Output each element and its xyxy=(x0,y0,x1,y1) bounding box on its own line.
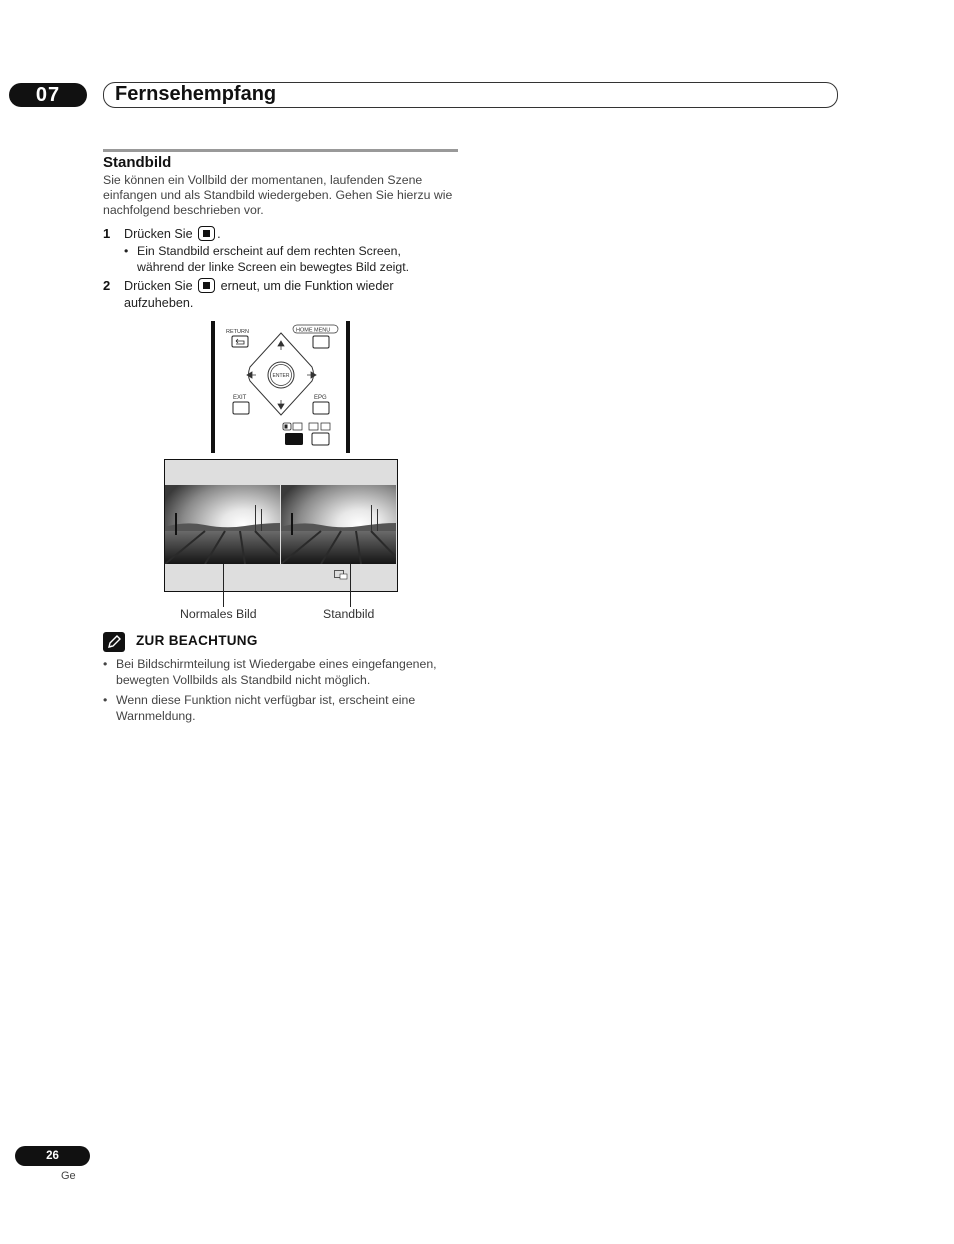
exit-label: EXIT xyxy=(233,395,247,401)
chapter-number-badge: 07 xyxy=(9,83,87,107)
note-bullet-1 xyxy=(103,656,463,688)
split-screen-icon-3 xyxy=(321,423,330,430)
step-1-after: . xyxy=(217,227,221,241)
home-menu-label: HOME MENU xyxy=(296,327,331,334)
normal-picture-leader-line xyxy=(223,564,224,607)
bullet-dot: • xyxy=(103,657,108,671)
split-screen-icon-2 xyxy=(309,423,318,430)
step-1-text xyxy=(124,226,221,243)
note-bullet-2-text: Wenn diese Funktion nicht verfügbar ist, erscheint eine Warnmeldung. xyxy=(116,693,416,723)
remote-left-edge xyxy=(211,321,215,453)
note-bullet-1-text: Bei Bildschirmteilung ist Wiedergabe eines eingefangenen, bewegten Vollbilds als Standbild nicht möglich. xyxy=(116,657,437,687)
step-2-text xyxy=(124,278,444,311)
bullet-dot: • xyxy=(124,244,129,258)
note-bullet-2 xyxy=(103,692,463,724)
section-intro: Sie können ein Vollbild der momentanen, laufenden Szene einfangen und als Standbild wiedergeben. Gehen Sie hierzu wie nachfolgend beschrieben vor. xyxy=(103,173,453,218)
note-title: ZUR BEACHTUNG xyxy=(136,633,258,648)
bullet-dot: • xyxy=(103,693,108,707)
page-language-code: Ge xyxy=(61,1170,76,1182)
up-arrow-icon xyxy=(278,341,284,350)
still-picture-image xyxy=(281,485,396,564)
step-2-before: Drücken Sie xyxy=(124,279,193,293)
step-1-bullet xyxy=(124,243,444,275)
page-number-badge: 26 xyxy=(15,1146,90,1166)
split-screen-icon-1 xyxy=(293,423,302,430)
home-menu-button xyxy=(313,336,329,348)
still-mode-indicator-icon xyxy=(334,570,348,580)
step-number-1: 1 xyxy=(103,226,111,241)
section-heading: Standbild xyxy=(103,154,172,171)
exit-button xyxy=(233,402,249,414)
freeze-mode-icon-fill xyxy=(285,425,288,429)
tv-split-screen-illustration xyxy=(164,459,398,592)
still-picture-caption: Standbild xyxy=(323,607,375,621)
still-picture-leader-line xyxy=(350,564,351,607)
return-button xyxy=(232,336,248,347)
split-button xyxy=(312,433,329,445)
step-number-2: 2 xyxy=(103,278,111,293)
epg-label: EPG xyxy=(314,395,327,401)
remote-control-illustration xyxy=(211,321,352,453)
normal-picture-image xyxy=(165,485,280,564)
freeze-button-icon xyxy=(198,226,215,241)
note-pencil-icon xyxy=(103,632,125,652)
enter-label: ENTER xyxy=(272,373,290,379)
section-rule xyxy=(103,149,458,152)
step-1-before: Drücken Sie xyxy=(124,227,193,241)
chapter-title: Fernsehempfang xyxy=(115,83,277,105)
return-arrow-icon xyxy=(236,339,244,344)
normal-picture-caption: Normales Bild xyxy=(180,607,257,621)
remote-right-edge xyxy=(346,321,350,453)
step-2-after: erneut, um die Funktion wieder aufzuheben. xyxy=(124,279,394,310)
epg-button xyxy=(313,402,329,414)
step-1-bullet-text: Ein Standbild erscheint auf dem rechten Screen, während der linke Screen ein bewegtes Bild zeigt. xyxy=(137,244,410,274)
down-arrow-icon xyxy=(278,400,284,409)
return-label: RETURN xyxy=(226,329,249,335)
right-arrow-icon xyxy=(307,372,316,378)
freeze-button-icon xyxy=(198,278,215,293)
freeze-button-highlighted xyxy=(285,433,303,445)
